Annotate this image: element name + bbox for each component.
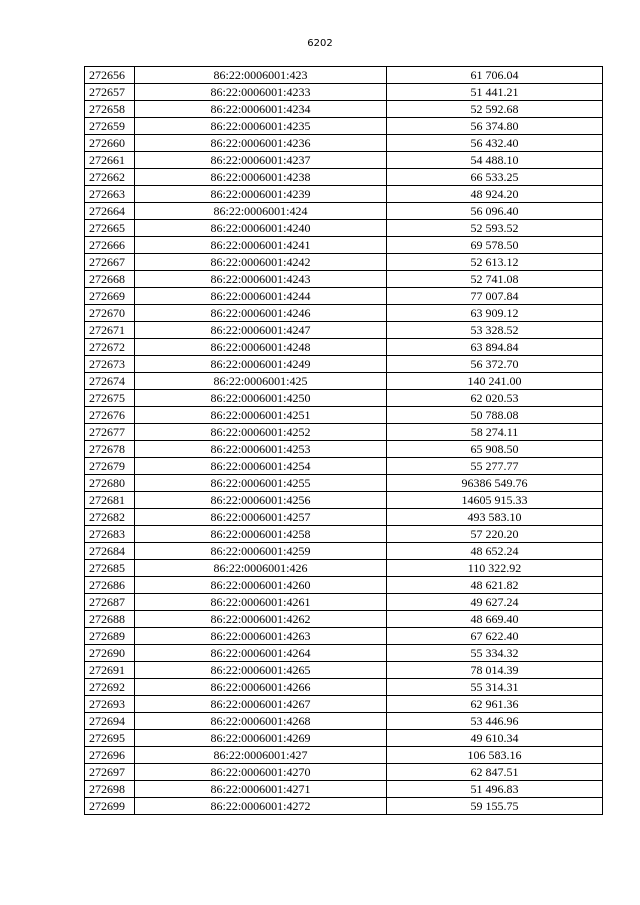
value-cell: 77 007.84: [387, 288, 603, 305]
row-number-cell: 272699: [85, 798, 135, 815]
table-row: [85, 322, 603, 339]
cadastral-number-cell: 86:22:0006001:4255: [135, 475, 387, 492]
table-row: [85, 84, 603, 101]
value-cell: 48 924.20: [387, 186, 603, 203]
value-cell: 48 621.82: [387, 577, 603, 594]
value-cell: 14605 915.33: [387, 492, 603, 509]
cadastral-number-cell: 86:22:0006001:4266: [135, 679, 387, 696]
value-cell: 110 322.92: [387, 560, 603, 577]
table-row: [85, 441, 603, 458]
row-number-cell: 272691: [85, 662, 135, 679]
value-cell: 96386 549.76: [387, 475, 603, 492]
cadastral-number-cell: 86:22:0006001:4259: [135, 543, 387, 560]
table-row: [85, 339, 603, 356]
row-number-cell: 272665: [85, 220, 135, 237]
value-cell: 63 909.12: [387, 305, 603, 322]
table-row: [85, 407, 603, 424]
table-row: [85, 101, 603, 118]
row-number-cell: 272685: [85, 560, 135, 577]
table-row: [85, 135, 603, 152]
table-row: [85, 611, 603, 628]
value-cell: 69 578.50: [387, 237, 603, 254]
value-cell: 56 372.70: [387, 356, 603, 373]
value-cell: 51 441.21: [387, 84, 603, 101]
row-number-cell: 272689: [85, 628, 135, 645]
data-table: [84, 66, 603, 815]
cadastral-number-cell: 86:22:0006001:4254: [135, 458, 387, 475]
table-row: [85, 781, 603, 798]
table-row: [85, 288, 603, 305]
value-cell: 55 277.77: [387, 458, 603, 475]
value-cell: 48 652.24: [387, 543, 603, 560]
cadastral-number-cell: 86:22:0006001:4268: [135, 713, 387, 730]
value-cell: 63 894.84: [387, 339, 603, 356]
row-number-cell: 272668: [85, 271, 135, 288]
table-row: [85, 373, 603, 390]
value-cell: 52 592.68: [387, 101, 603, 118]
cadastral-number-cell: 86:22:0006001:4263: [135, 628, 387, 645]
value-cell: 53 328.52: [387, 322, 603, 339]
value-cell: 62 847.51: [387, 764, 603, 781]
row-number-cell: 272669: [85, 288, 135, 305]
value-cell: 51 496.83: [387, 781, 603, 798]
table-row: [85, 730, 603, 747]
cadastral-number-cell: 86:22:0006001:4237: [135, 152, 387, 169]
row-number-cell: 272695: [85, 730, 135, 747]
cadastral-number-cell: 86:22:0006001:4234: [135, 101, 387, 118]
value-cell: 67 622.40: [387, 628, 603, 645]
cadastral-number-cell: 86:22:0006001:4262: [135, 611, 387, 628]
cadastral-number-cell: 86:22:0006001:4236: [135, 135, 387, 152]
row-number-cell: 272680: [85, 475, 135, 492]
table-row: [85, 696, 603, 713]
cadastral-number-cell: 86:22:0006001:4253: [135, 441, 387, 458]
table-row: [85, 237, 603, 254]
value-cell: 61 706.04: [387, 67, 603, 84]
table-row: [85, 645, 603, 662]
row-number-cell: 272670: [85, 305, 135, 322]
row-number-cell: 272663: [85, 186, 135, 203]
value-cell: 54 488.10: [387, 152, 603, 169]
table-row: [85, 509, 603, 526]
row-number-cell: 272672: [85, 339, 135, 356]
table-row: [85, 254, 603, 271]
value-cell: 53 446.96: [387, 713, 603, 730]
cadastral-number-cell: 86:22:0006001:4238: [135, 169, 387, 186]
row-number-cell: 272698: [85, 781, 135, 798]
row-number-cell: 272674: [85, 373, 135, 390]
cadastral-number-cell: 86:22:0006001:426: [135, 560, 387, 577]
table-row: [85, 526, 603, 543]
cadastral-number-cell: 86:22:0006001:4252: [135, 424, 387, 441]
row-number-cell: 272667: [85, 254, 135, 271]
table-row: [85, 169, 603, 186]
table-row: [85, 186, 603, 203]
cadastral-number-cell: 86:22:0006001:424: [135, 203, 387, 220]
table-row: [85, 577, 603, 594]
cadastral-number-cell: 86:22:0006001:4260: [135, 577, 387, 594]
value-cell: 78 014.39: [387, 662, 603, 679]
row-number-cell: 272688: [85, 611, 135, 628]
table-row: [85, 713, 603, 730]
row-number-cell: 272693: [85, 696, 135, 713]
cadastral-number-cell: 86:22:0006001:427: [135, 747, 387, 764]
value-cell: 65 908.50: [387, 441, 603, 458]
row-number-cell: 272675: [85, 390, 135, 407]
cadastral-number-cell: 86:22:0006001:4258: [135, 526, 387, 543]
table-body: [85, 67, 603, 815]
table-row: [85, 798, 603, 815]
row-number-cell: 272671: [85, 322, 135, 339]
table-row: [85, 458, 603, 475]
row-number-cell: 272662: [85, 169, 135, 186]
value-cell: 493 583.10: [387, 509, 603, 526]
cadastral-number-cell: 86:22:0006001:4247: [135, 322, 387, 339]
row-number-cell: 272657: [85, 84, 135, 101]
table-row: [85, 271, 603, 288]
row-number-cell: 272692: [85, 679, 135, 696]
table-row: [85, 764, 603, 781]
row-number-cell: 272694: [85, 713, 135, 730]
value-cell: 66 533.25: [387, 169, 603, 186]
cadastral-number-cell: 86:22:0006001:4271: [135, 781, 387, 798]
row-number-cell: 272679: [85, 458, 135, 475]
row-number-cell: 272661: [85, 152, 135, 169]
row-number-cell: 272658: [85, 101, 135, 118]
row-number-cell: 272664: [85, 203, 135, 220]
row-number-cell: 272697: [85, 764, 135, 781]
value-cell: 57 220.20: [387, 526, 603, 543]
table-row: [85, 424, 603, 441]
row-number-cell: 272690: [85, 645, 135, 662]
row-number-cell: 272681: [85, 492, 135, 509]
cadastral-number-cell: 86:22:0006001:4257: [135, 509, 387, 526]
value-cell: 56 432.40: [387, 135, 603, 152]
row-number-cell: 272676: [85, 407, 135, 424]
row-number-cell: 272684: [85, 543, 135, 560]
value-cell: 59 155.75: [387, 798, 603, 815]
table-row: [85, 152, 603, 169]
cadastral-number-cell: 86:22:0006001:4248: [135, 339, 387, 356]
row-number-cell: 272659: [85, 118, 135, 135]
cadastral-number-cell: 86:22:0006001:4235: [135, 118, 387, 135]
cadastral-number-cell: 86:22:0006001:4241: [135, 237, 387, 254]
cadastral-number-cell: 86:22:0006001:4244: [135, 288, 387, 305]
table-row: [85, 492, 603, 509]
row-number-cell: 272678: [85, 441, 135, 458]
cadastral-number-cell: 86:22:0006001:4251: [135, 407, 387, 424]
cadastral-number-cell: 86:22:0006001:4269: [135, 730, 387, 747]
value-cell: 49 610.34: [387, 730, 603, 747]
value-cell: 48 669.40: [387, 611, 603, 628]
value-cell: 52 593.52: [387, 220, 603, 237]
table-row: [85, 305, 603, 322]
table-row: [85, 747, 603, 764]
table-row: [85, 67, 603, 84]
value-cell: 62 020.53: [387, 390, 603, 407]
value-cell: 140 241.00: [387, 373, 603, 390]
table-row: [85, 220, 603, 237]
row-number-cell: 272683: [85, 526, 135, 543]
row-number-cell: 272682: [85, 509, 135, 526]
cadastral-number-cell: 86:22:0006001:4233: [135, 84, 387, 101]
cadastral-number-cell: 86:22:0006001:4265: [135, 662, 387, 679]
table-row: [85, 662, 603, 679]
cadastral-number-cell: 86:22:0006001:4250: [135, 390, 387, 407]
row-number-cell: 272660: [85, 135, 135, 152]
value-cell: 52 741.08: [387, 271, 603, 288]
row-number-cell: 272656: [85, 67, 135, 84]
cadastral-number-cell: 86:22:0006001:423: [135, 67, 387, 84]
row-number-cell: 272686: [85, 577, 135, 594]
row-number-cell: 272696: [85, 747, 135, 764]
table-row: [85, 679, 603, 696]
table-row: [85, 594, 603, 611]
table-row: [85, 475, 603, 492]
row-number-cell: 272677: [85, 424, 135, 441]
cadastral-number-cell: 86:22:0006001:4243: [135, 271, 387, 288]
cadastral-number-cell: 86:22:0006001:4270: [135, 764, 387, 781]
cadastral-number-cell: 86:22:0006001:4246: [135, 305, 387, 322]
cadastral-number-cell: 86:22:0006001:4249: [135, 356, 387, 373]
cadastral-number-cell: 86:22:0006001:425: [135, 373, 387, 390]
cadastral-number-cell: 86:22:0006001:4240: [135, 220, 387, 237]
table-row: [85, 543, 603, 560]
value-cell: 56 096.40: [387, 203, 603, 220]
value-cell: 56 374.80: [387, 118, 603, 135]
table-row: [85, 356, 603, 373]
value-cell: 62 961.36: [387, 696, 603, 713]
value-cell: 55 334.32: [387, 645, 603, 662]
cadastral-number-cell: 86:22:0006001:4242: [135, 254, 387, 271]
table-row: [85, 203, 603, 220]
row-number-cell: 272666: [85, 237, 135, 254]
table-row: [85, 560, 603, 577]
table-row: [85, 628, 603, 645]
table-row: [85, 390, 603, 407]
cadastral-number-cell: 86:22:0006001:4239: [135, 186, 387, 203]
value-cell: 50 788.08: [387, 407, 603, 424]
row-number-cell: 272673: [85, 356, 135, 373]
row-number-cell: 272687: [85, 594, 135, 611]
cadastral-number-cell: 86:22:0006001:4256: [135, 492, 387, 509]
value-cell: 106 583.16: [387, 747, 603, 764]
page-number: 6202: [307, 38, 333, 49]
cadastral-number-cell: 86:22:0006001:4267: [135, 696, 387, 713]
value-cell: 58 274.11: [387, 424, 603, 441]
value-cell: 55 314.31: [387, 679, 603, 696]
cadastral-number-cell: 86:22:0006001:4261: [135, 594, 387, 611]
cadastral-number-cell: 86:22:0006001:4272: [135, 798, 387, 815]
cadastral-number-cell: 86:22:0006001:4264: [135, 645, 387, 662]
value-cell: 52 613.12: [387, 254, 603, 271]
table-row: [85, 118, 603, 135]
value-cell: 49 627.24: [387, 594, 603, 611]
